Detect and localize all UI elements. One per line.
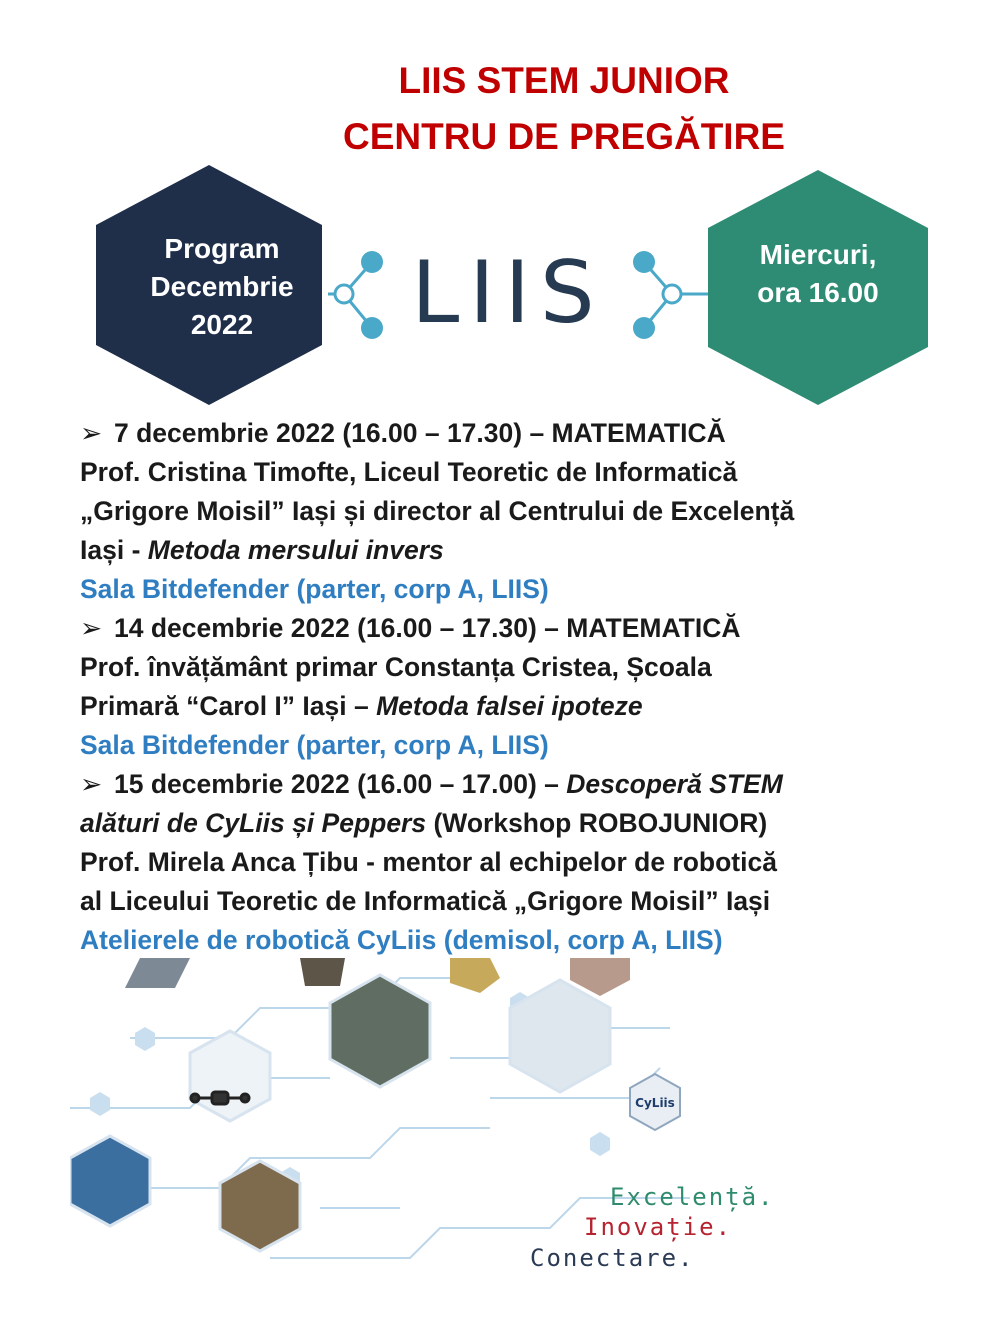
event-3-date: ➢ 15 decembrie 2022 (16.00 – 17.00) – Descoperă STEM (80, 765, 960, 804)
event-3-topic-line (80, 804, 960, 843)
event-1-date: ➢ 7 decembrie 2022 (16.00 – 17.30) – MATEMATICĂ (80, 414, 960, 453)
logo-node-icon (633, 317, 655, 339)
bullet-arrow-icon: ➢ (80, 613, 103, 643)
event-2-desc-a: Prof. învățământ primar Constanța Cristea, Școala (80, 652, 712, 682)
tagline-innovation: Inovație. (584, 1213, 733, 1241)
title-line-1: LIIS STEM JUNIOR (398, 60, 730, 101)
event-2-topic: Metoda falsei ipoteze (376, 691, 643, 721)
time-label: ora 16.00 (757, 277, 879, 308)
event-3-workshop: (Workshop ROBOJUNIOR) (426, 808, 768, 838)
event-1-location: Sala Bitdefender (parter, corp A, LIIS) (80, 574, 549, 604)
event-3-topic-a: Descoperă STEM (566, 769, 783, 799)
schedule-hexagon-text (708, 236, 928, 312)
month-label: Decembrie (150, 271, 294, 302)
program-hexagon-text (96, 230, 348, 344)
title-line-2: CENTRU DE PREGĂTIRE (343, 116, 785, 157)
program-label: Program (164, 233, 280, 264)
bullet-arrow-icon: ➢ (80, 418, 103, 448)
event-3-desc-a: Prof. Mirela Anca Țibu - mentor al echipelor de robotică (80, 847, 777, 877)
event-1-topic: Metoda mersului invers (147, 535, 444, 565)
event-3-desc-b: al Liceului Teoretic de Informatică „Grigore Moisil” Iași (80, 886, 771, 916)
bullet-arrow-icon: ➢ (80, 769, 103, 799)
cyliis-badge-text: CyLiis (635, 1096, 675, 1110)
event-3-topic-b: alături de CyLiis și Peppers (80, 808, 427, 838)
event-1-desc-b: „Grigore Moisil” Iași și director al Centrului de Excelență (80, 496, 795, 526)
event-1-desc-a: Prof. Cristina Timofte, Liceul Teoretic de Informatică (80, 457, 738, 487)
event-2-location: Sala Bitdefender (parter, corp A, LIIS) (80, 730, 549, 760)
liis-logo (328, 232, 708, 352)
weekday-label: Miercuri, (759, 239, 877, 270)
events-list (80, 414, 960, 960)
logo-node-icon (361, 251, 383, 273)
event-1-desc-c: Iași - Metoda mersului invers (80, 535, 444, 565)
logo-node-icon (335, 285, 353, 303)
logo-node-icon (633, 251, 655, 273)
event-3-location: Atelierele de robotică CyLiis (demisol, corp A, LIIS) (80, 925, 723, 955)
tagline-excellence: Excelență. (610, 1183, 775, 1211)
event-2-date: ➢ 14 decembrie 2022 (16.00 – 17.30) – MATEMATICĂ (80, 609, 960, 648)
logo-node-icon (361, 317, 383, 339)
logo-node-icon (663, 285, 681, 303)
logo-text: LIIS (411, 243, 605, 343)
tagline-connection: Conectare. (530, 1244, 695, 1272)
year-label: 2022 (190, 309, 254, 340)
event-2-desc-b: Primară “Carol I” Iași – Metoda falsei ipoteze (80, 691, 643, 721)
